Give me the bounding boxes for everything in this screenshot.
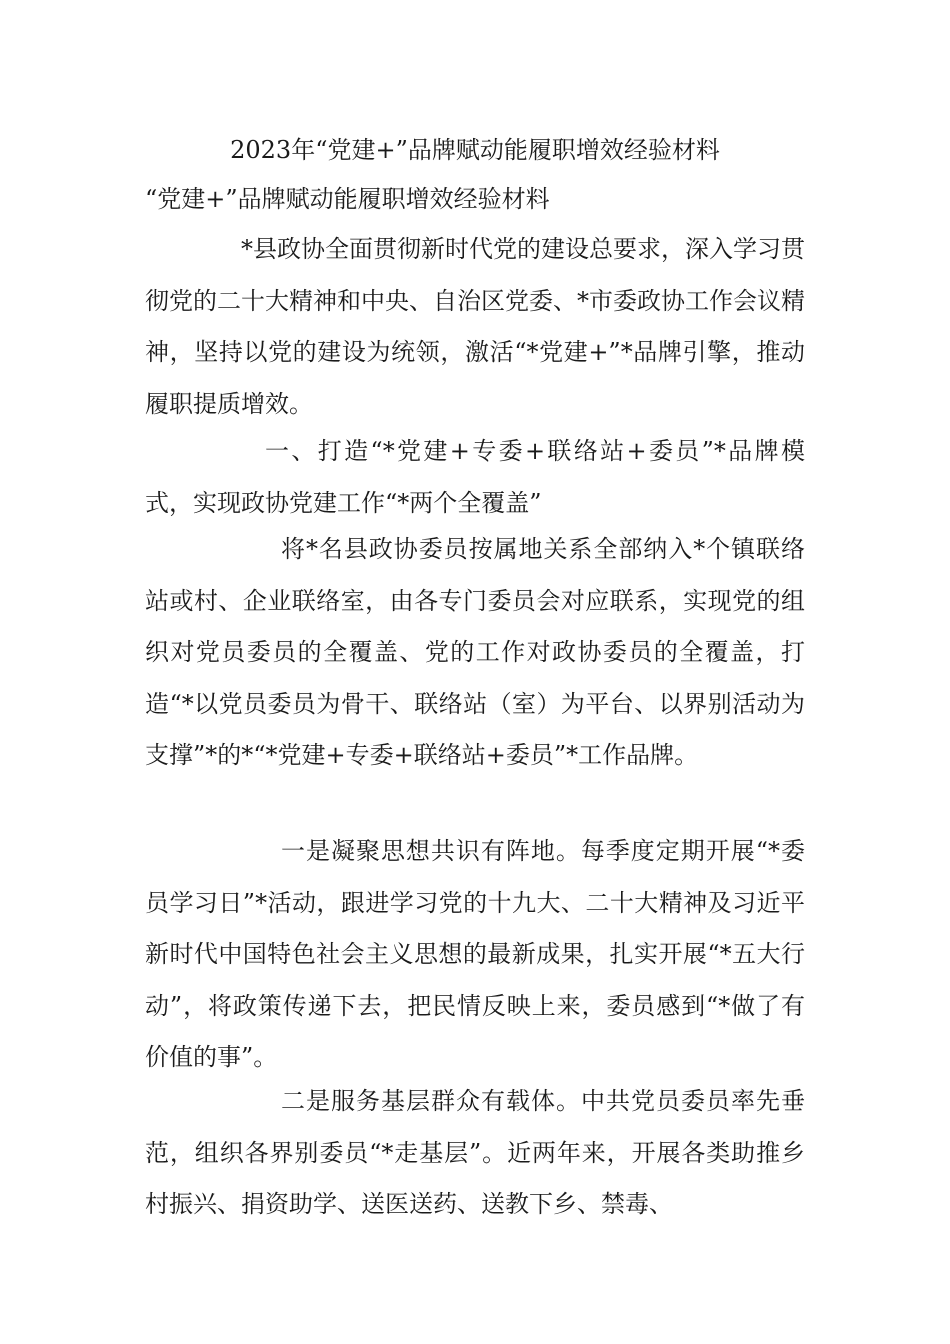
paragraph-point-1: 一是凝聚思想共识有阵地。每季度定期开展“*委员学习日”*活动，跟进学习党的十九大、二十大精神及习近平新时代中国特色社会主义思想的最新成果，扎实开展“*五大行动”，将政策传递下去，把民情反映上来，委员感到“*做了有价值的事”。 (145, 837, 805, 1071)
document-subtitle: “党建+”品牌赋动能履职增效经验材料 (145, 185, 550, 213)
paragraph-intro: *县政协全面贯彻新时代党的建设总要求，深入学习贯彻党的二十大精神和中央、自治区党委、*市委政协工作会议精神，坚持以党的建设为统领，激活“*党建+”*品牌引擎，推动履职提质增效。 (145, 235, 805, 418)
document-title: 2023年“党建+”品牌赋动能履职增效经验材料 (230, 136, 720, 164)
paragraph-section-1: 将*名县政协委员按属地关系全部纳入*个镇联络站或村、企业联络室，由各专门委员会对应联系，实现党的组织对党员委员的全覆盖、党的工作对政协委员的全覆盖，打造“*以党员委员为骨干、联络站（室）为平台、以界别活动为支撑”*的*“*党建+专委+联络站+委员”*工作品牌。 (145, 535, 805, 769)
section-heading-1: 一、打造“*党建+专委+联络站+委员”*品牌模式，实现政协党建工作“*两个全覆盖” (145, 437, 805, 517)
paragraph-point-2: 二是服务基层群众有载体。中共党员委员率先垂范，组织各界别委员“*走基层”。近两年来，开展各类助推乡村振兴、捐资助学、送医送药、送教下乡、禁毒、 (145, 1087, 805, 1218)
